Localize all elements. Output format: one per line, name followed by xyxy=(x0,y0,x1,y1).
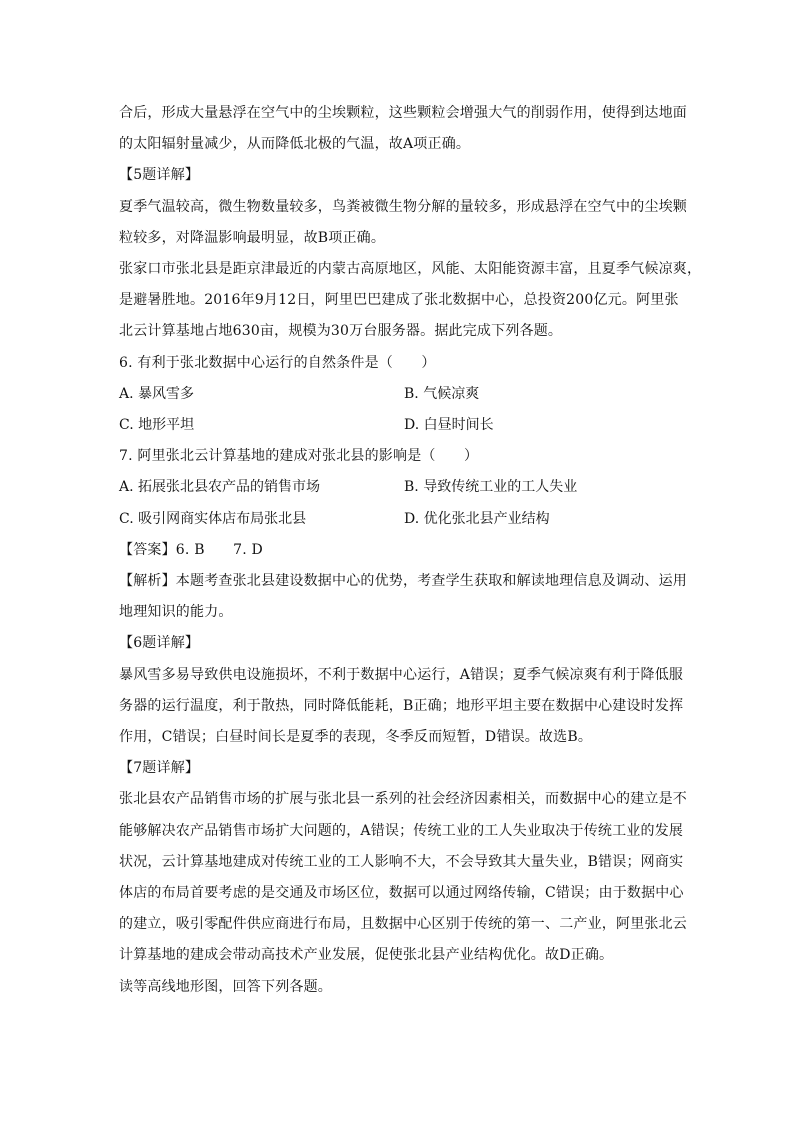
paragraph-line: 务器的运行温度，利于散热，同时降低能耗，B正确；地形平坦主要在数据中心建设时发挥 xyxy=(119,697,684,714)
passage-line: 是避暑胜地。2016年9月12日，阿里巴巴建成了张北数据中心，总投资200亿元。阿里张 xyxy=(119,292,679,309)
question-7-stem: 7. 阿里张北云计算基地的建成对张北县的影响是（ ） xyxy=(119,448,479,465)
paragraph-line: 粒较多，对降温影响最明显，故B项正确。 xyxy=(119,229,386,246)
paragraph-line: 体店的布局首要考虑的是交通及市场区位，数据可以通过网络传输，C错误；由于数据中心 xyxy=(119,885,684,902)
question-7-option-d: D. 优化张北县产业结构 xyxy=(404,510,550,527)
section-heading-6: 【6题详解】 xyxy=(119,635,200,652)
question-6-option-a: A. 暴风雪多 xyxy=(119,385,195,402)
question-7-options-row-2 xyxy=(119,504,679,535)
document-body xyxy=(119,98,702,1003)
question-6-stem: 6. 有利于张北数据中心运行的自然条件是（ ） xyxy=(119,354,436,371)
question-7-option-b: B. 导致传统工业的工人失业 xyxy=(404,479,578,496)
paragraph-line: 暴风雪多易导致供电设施损坏，不利于数据中心运行，A错误；夏季气候凉爽有利于降低服 xyxy=(119,666,684,683)
question-7-option-a: A. 拓展张北县农产品的销售市场 xyxy=(119,479,321,496)
paragraph-line: 的建立，吸引零配件供应商进行布局，且数据中心区别于传统的第一、二产业，阿里张北云 xyxy=(119,916,687,933)
analysis-line: 地理知识的能力。 xyxy=(119,604,233,621)
paragraph-line: 作用，C错误；白昼时间长是夏季的表现，冬季反而短暂，D错误。故选B。 xyxy=(119,729,593,746)
paragraph-line: 计算基地的建成会带动高技术产业发展，促使张北县产业结构优化。故D正确。 xyxy=(119,947,614,964)
question-6-options-row-2 xyxy=(119,410,679,441)
question-6-option-d: D. 白昼时间长 xyxy=(404,417,494,434)
paragraph-line: 能够解决农产品销售市场扩大问题的，A错误；传统工业的工人失业取决于传统工业的发展 xyxy=(119,822,684,839)
paragraph-line: 状况，云计算基地建成对传统工业的工人影响不大，不会导致其大量失业，B错误；网商实 xyxy=(119,853,684,870)
analysis-line: 【解析】本题考查张北县建设数据中心的优势，考查学生获取和解读地理信息及调动、运用 xyxy=(119,573,687,590)
section-heading-5: 【5题详解】 xyxy=(119,167,200,184)
question-6-option-b: B. 气候凉爽 xyxy=(404,385,480,402)
section-heading-7: 【7题详解】 xyxy=(119,760,200,777)
paragraph-line: 张北县农产品销售市场的扩展与张北县一系列的社会经济因素相关，而数据中心的建立是不 xyxy=(119,791,687,808)
question-6-option-c: C. 地形平坦 xyxy=(119,417,195,434)
question-7-options-row-1 xyxy=(119,472,679,503)
question-6-options-row-1 xyxy=(119,379,679,410)
paragraph-line: 合后，形成大量悬浮在空气中的尘埃颗粒，这些颗粒会增强大气的削弱作用，使得到达地面 xyxy=(119,105,687,121)
passage-line: 张家口市张北县是距京津最近的内蒙古高原地区，风能、太阳能资源丰富，且夏季气候凉爽， xyxy=(119,261,702,278)
paragraph-line: 夏季气温较高，微生物数量较多，鸟粪被微生物分解的量较多，形成悬浮在空气中的尘埃颗 xyxy=(119,198,687,215)
passage-line: 北云计算基地占地630亩，规模为30万台服务器。据此完成下列各题。 xyxy=(119,323,563,340)
paragraph-line: 的太阳辐射量减少，从而降低北极的气温，故A项正确。 xyxy=(119,136,471,153)
instruction-line: 读等高线地形图，回答下列各题。 xyxy=(119,978,332,995)
answer-line: 【答案】6. B 7. D xyxy=(119,541,263,558)
question-7-option-c: C. 吸引网商实体店布局张北县 xyxy=(119,510,307,527)
